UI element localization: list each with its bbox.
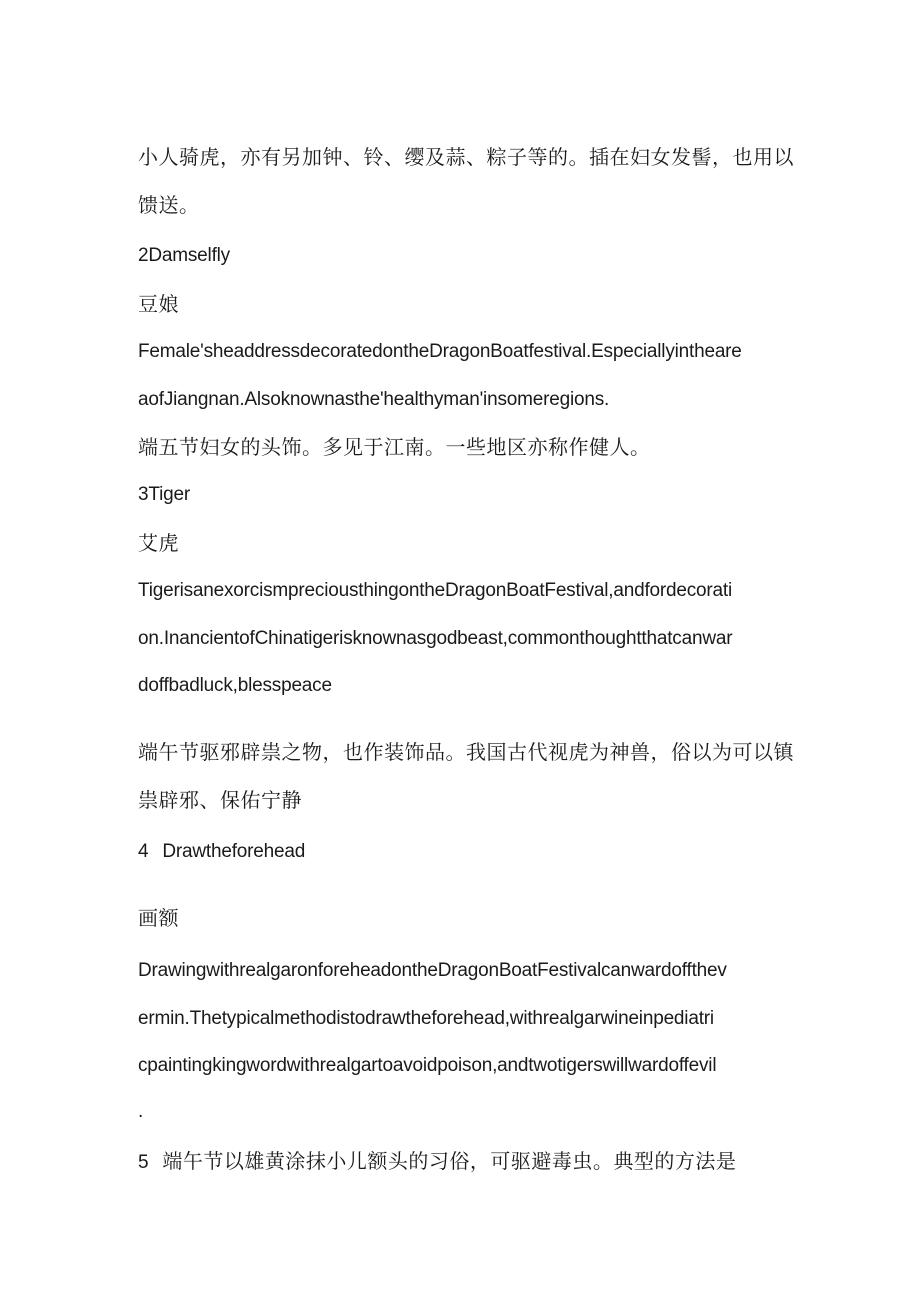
paragraph-line: TigerisanexorcismpreciousthingontheDragonBoatFestival,andfordecorati [138, 580, 733, 601]
section-title: Drawtheforehead [162, 841, 306, 862]
paragraph-line: ermin.Thetypicalmethodistodrawtheforehead,withrealgarwineinpediatri [138, 1008, 714, 1029]
paragraph-line: DrawingwithrealgaronforeheadontheDragonBoatFestivalcanwardoffthev [138, 960, 727, 981]
paragraph-line: aofJiangnan.Alsoknownasthe'healthyman'insomeregions. [138, 389, 610, 410]
paragraph-line: 端午节驱邪辟祟之物，也作装饰品。我国古代视虎为神兽，俗以为可以镇 [138, 740, 794, 764]
paragraph-line: doffbadluck,blesspeace [138, 675, 332, 696]
section-heading [138, 842, 305, 861]
paragraph-line: Female'sheaddressdecoratedontheDragonBoatfestival.Especiallyintheare [138, 341, 742, 362]
section-heading-chinese: 豆娘 [138, 292, 179, 316]
paragraph-line: cpaintingkingwordwithrealgartoavoidpoison,andtwotigerswillwardoffevil [138, 1055, 717, 1076]
item-text: 端午节以雄黄涂抹小儿额头的习俗，可驱避毒虫。典型的方法是 [162, 1149, 737, 1173]
paragraph-line [138, 1151, 736, 1172]
section-heading-chinese: 画额 [138, 906, 179, 930]
section-heading: 2Damselfly [138, 245, 230, 266]
item-number: 5 [138, 1152, 149, 1173]
section-heading-chinese: 艾虎 [138, 531, 179, 555]
paragraph-line: 祟辟邪、保佑宁静 [138, 788, 302, 812]
paragraph-line: . [138, 1101, 144, 1122]
section-heading: 3Tiger [138, 484, 190, 505]
paragraph-line: 小人骑虎，亦有另加钟、铃、缨及蒜、粽子等的。插在妇女发髻，也用以 [138, 145, 794, 169]
paragraph-line: 馈送。 [138, 193, 200, 217]
paragraph-line: on.InancientofChinatigerisknownasgodbeast,commonthoughtthatcanwar [138, 628, 733, 649]
section-number: 4 [138, 841, 149, 862]
paragraph-line: 端五节妇女的头饰。多见于江南。一些地区亦称作健人。 [138, 435, 651, 459]
